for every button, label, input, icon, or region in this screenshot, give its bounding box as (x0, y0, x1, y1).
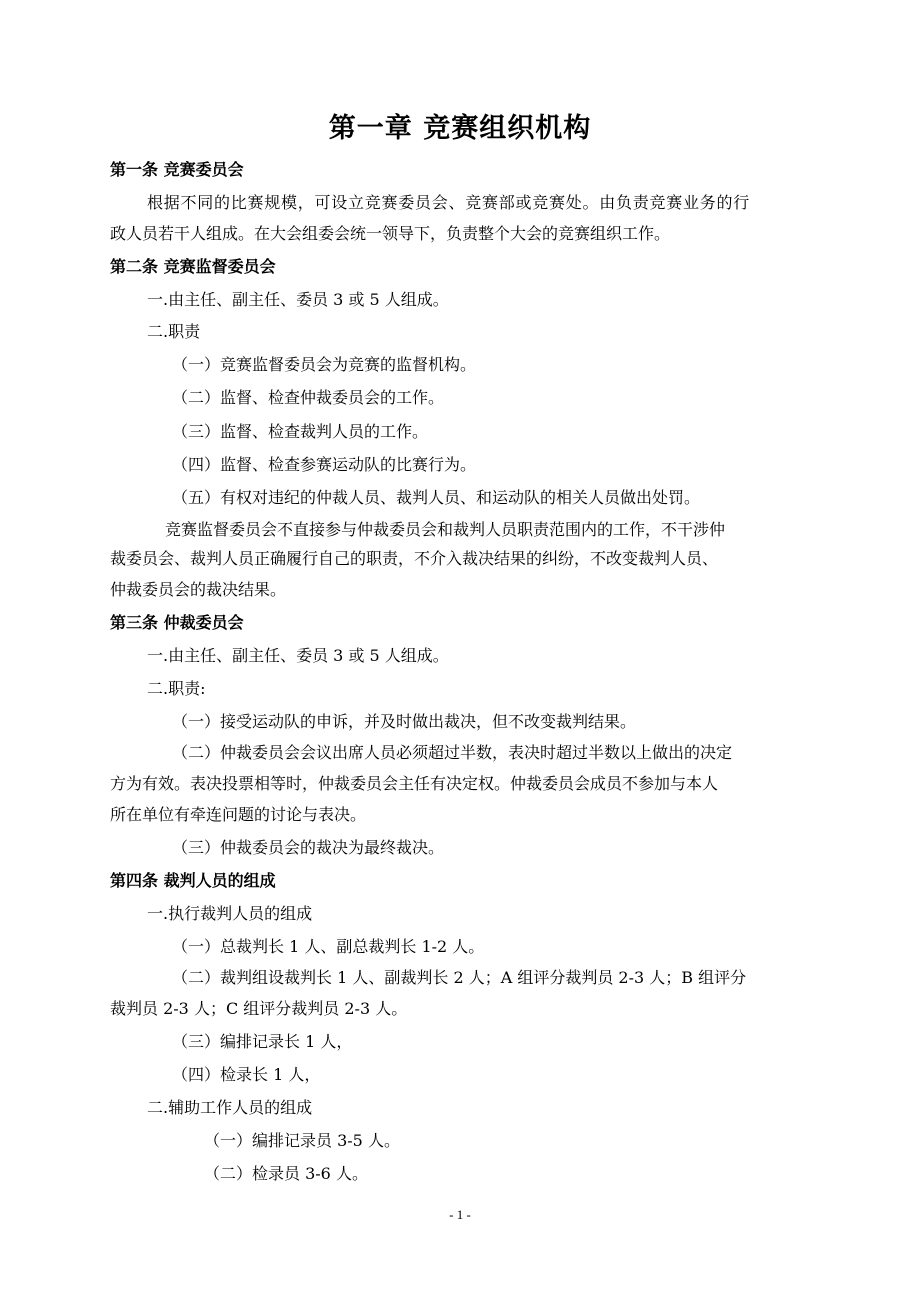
article-3-sub-2-line-1: （二）仲裁委员会会议出席人员必须超过半数，表决时超过半数以上做出的决定 (172, 743, 733, 762)
article-4-sub-3: （三）编排记录长 1 人， (172, 1032, 353, 1051)
article-3-sub-3: （三）仲裁委员会的裁决为最终裁决。 (172, 838, 445, 857)
article-4-sub-2-line-1: （二）裁判组设裁判长 1 人、副裁判长 2 人；A 组评分裁判员 2-3 人；B 组评分 (172, 968, 747, 987)
article-4-sub-1: （一）总裁判长 1 人、副总裁判长 1-2 人。 (172, 937, 485, 956)
article-3-item-1: 一.由主任、副主任、委员 3 或 5 人组成。 (147, 646, 449, 665)
article-2-item-1: 一.由主任、副主任、委员 3 或 5 人组成。 (147, 290, 449, 309)
article-3-sub-1: （一）接受运动队的申诉，并及时做出裁决，但不改变裁判结果。 (172, 712, 637, 731)
chapter-title: 第一章 竞赛组织机构 (328, 113, 592, 144)
article-3-sub-2-line-2: 方为有效。表决投票相等时，仲裁委员会主任有决定权。仲裁委员会成员不参加与本人 (110, 774, 719, 793)
article-2-sub-2: （二）监督、检查仲裁委员会的工作。 (172, 388, 445, 407)
article-4-aux-2: （二）检录员 3-6 人。 (204, 1164, 368, 1183)
article-4-item-1: 一.执行裁判人员的组成 (147, 904, 313, 923)
article-1-paragraph-line-2: 政人员若干人组成。在大会组委会统一领导下，负责整个大会的竞赛组织工作。 (110, 224, 671, 243)
article-2-sub-1: （一）竞赛监督委员会为竞赛的监督机构。 (172, 355, 477, 374)
article-4-item-2: 二.辅助工作人员的组成 (147, 1098, 313, 1117)
article-2-note-line-3: 仲裁委员会的裁决结果。 (110, 580, 287, 599)
article-2-heading: 第二条 竞赛监督委员会 (110, 257, 276, 276)
article-2-note-line-2: 裁委员会、裁判人员正确履行自己的职责，不介入裁决结果的纠纷，不改变裁判人员、 (110, 549, 719, 568)
article-2-sub-5: （五）有权对违纪的仲裁人员、裁判人员、和运动队的相关人员做出处罚。 (172, 488, 701, 507)
article-3-item-2: 二.职责: (147, 679, 206, 698)
article-2-sub-4: （四）监督、检查参赛运动队的比赛行为。 (172, 455, 477, 474)
article-1-paragraph-line-1: 根据不同的比赛规模，可设立竞赛委员会、竞赛部或竞赛处。由负责竞赛业务的行 (147, 193, 751, 212)
article-4-sub-4: （四）检录长 1 人， (172, 1065, 321, 1084)
article-4-sub-2-line-2: 裁判员 2-3 人；C 组评分裁判员 2-3 人。 (110, 999, 408, 1018)
article-3-sub-2-line-3: 所在单位有牵连问题的讨论与表决。 (110, 805, 367, 824)
article-3-heading: 第三条 仲裁委员会 (110, 613, 244, 632)
article-1-heading: 第一条 竞赛委员会 (110, 160, 244, 179)
article-2-sub-3: （三）监督、检查裁判人员的工作。 (172, 422, 429, 441)
page-number: - 1 - (449, 1207, 471, 1222)
article-2-note-line-1: 竞赛监督委员会不直接参与仲裁委员会和裁判人员职责范围内的工作，不干涉仲 (165, 520, 726, 539)
article-2-item-2: 二.职责 (147, 322, 201, 341)
article-4-heading: 第四条 裁判人员的组成 (110, 871, 276, 890)
article-4-aux-1: （一）编排记录员 3-5 人。 (204, 1131, 400, 1150)
